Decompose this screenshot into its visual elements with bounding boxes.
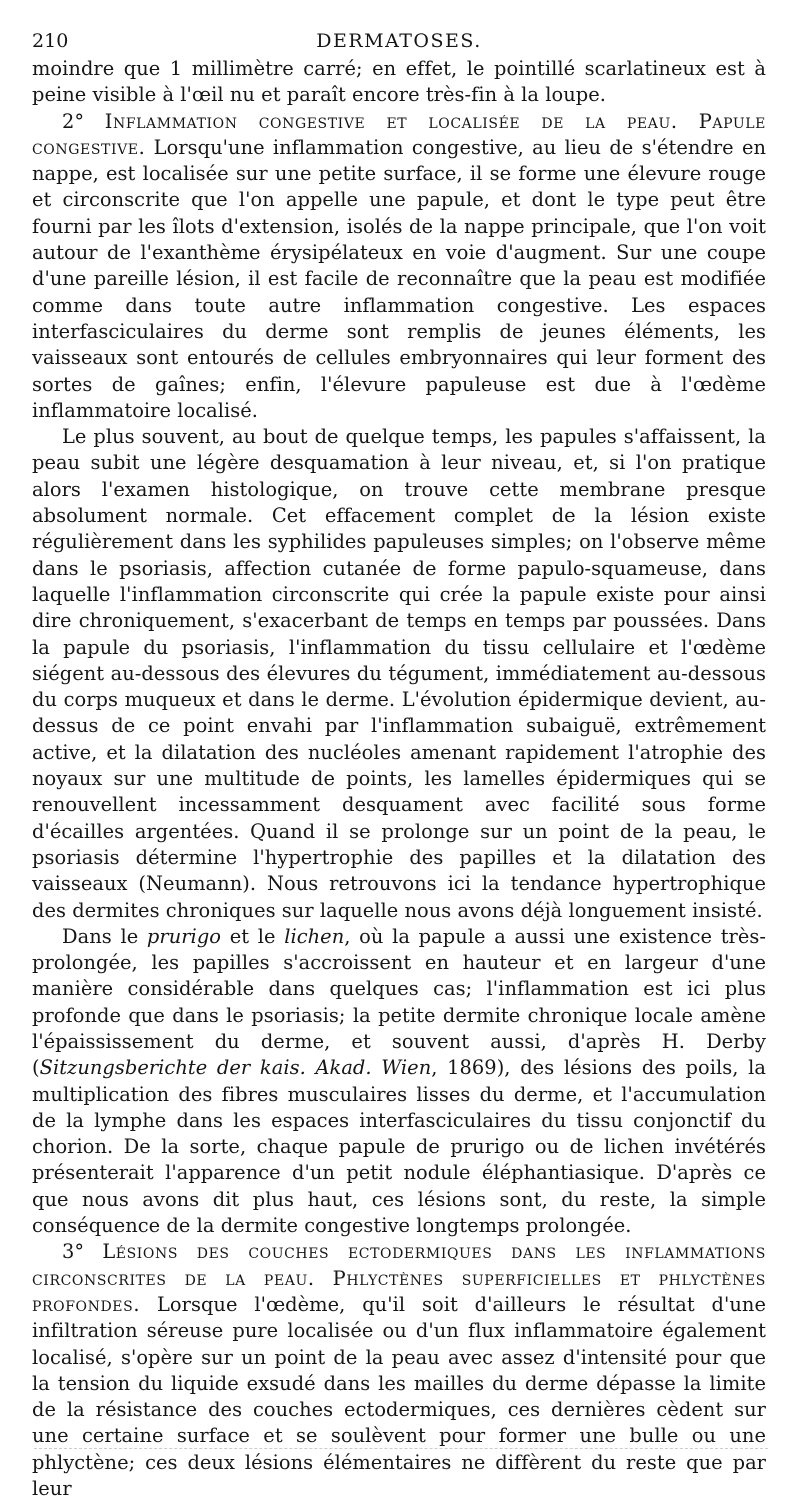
section-heading: Lésions des couches ectodermiques dans les inflammations circonscrites de la peau. Phlyctènes superficielles et phlyctènes profondes.	[32, 1240, 766, 1316]
paragraph-text: moindre que 1 millimètre carré; en effet, le pointillé scarlatineux est à peine visible à l'œil nu et paraît encore très-fin à la loupe.	[32, 57, 766, 107]
bottom-margin-marks	[34, 1448, 768, 1455]
text-run: Dans le	[62, 924, 147, 948]
term-lichen: lichen	[284, 924, 345, 948]
page	[32, 28, 766, 1502]
citation-title: Sitzungsberichte der kais. Akad. Wien	[39, 1056, 432, 1080]
term-prurigo: prurigo	[146, 924, 221, 948]
section-3-paragraph	[32, 1239, 766, 1502]
section-number: 2°	[62, 109, 85, 133]
section-number: 3°	[62, 1240, 85, 1264]
psoriasis-paragraph	[32, 424, 766, 924]
paragraph-text: Lorsque l'œdème, qu'il soit d'ailleurs le résultat d'une infiltration séreuse pure localisée ou d'un flux inflammatoire également localisé, s'opère sur un point de la peau avec assez d'intensité pour que la tension du liquide exsudé dans les mailles du derme dépasse la limite de la résistance des couches ectodermiques, ces dernières cèdent sur une certaine surface et se soulèvent pour former une bulle ou une phlyctène; ces deux lésions élémentaires ne diffèrent du reste que par leur	[32, 1292, 766, 1501]
text-run: , où la papule a aussi une existence très-prolongée, les papilles s'accroissent en hauteur et en largeur d'une manière considérable dans quelques cas; l'inflammation est ici plus profonde que dans le psoriasis; la petite dermite chronique locale amène l'épaississement du derme, et souvent aussi, d'après H. Derby (	[32, 924, 766, 1080]
prurigo-paragraph	[32, 924, 766, 1240]
paragraph-continuation	[32, 56, 766, 109]
paragraph-text: Lorsqu'une inflammation congestive, au lieu de s'étendre en nappe, est localisée sur une petite surface, il se forme une élevure rouge et circonscrite que l'on appelle une papule, et dont le type peut être fourni par les îlots d'extension, isolés de la nappe principale, que l'on voit autour de l'exanthème érysipélateux en voie d'augment. Sur une coupe d'une pareille lésion, il est facile de reconnaître que la peau est modifiée comme dans toute autre inflammation congestive. Les espaces interfasciculaires du derme sont remplis de jeunes éléments, les vaisseaux sont entourés de cellules embryonnaires qui leur forment des sortes de gaînes; enfin, l'élevure papuleuse est due à l'œdème inflammatoire localisé.	[32, 135, 767, 422]
page-number: 210	[32, 30, 69, 52]
text-run: , 1869), des lésions des poils, la multiplication des fibres musculaires lisses du derme, et l'accumulation de la lymphe dans les espaces interfasciculaires du tissu conjonctif du chorion. De la sorte, chaque papule de prurigo ou de lichen invétérés présenterait l'apparence d'un petit nodule éléphantiasique. D'après ce que nous avons dit plus haut, ces lésions sont, du reste, la simple conséquence de la dermite congestive longtemps prolongée.	[32, 1056, 766, 1238]
page-header	[32, 28, 766, 56]
running-title: DERMATOSES.	[316, 30, 482, 52]
paragraph-text: Le plus souvent, au bout de quelque temps, les papules s'affaissent, la peau subit une légère desquamation à leur niveau, et, si l'on pratique alors l'examen histologique, on trouve cette membrane presque absolument normale. Cet effacement complet de la lésion existe régulièrement dans les syphilides papuleuses simples; on l'observe même dans le psoriasis, affection cutanée de forme papulo-squameuse, dans laquelle l'inflammation circonscrite qui crée la papule existe pour ainsi dire chroniquement, s'exacerbant de temps en temps par poussées. Dans la papule du psoriasis, l'inflammation du tissu cellulaire et l'œdème siégent au-dessous des élevures du tégument, immédiatement au-dessous du corps muqueux et dans le derme. L'évolution épidermique devient, au-dessus de ce point envahi par l'inflammation subaiguë, extrêmement active, et la dilatation des nucléoles amenant rapidement l'atrophie des noyaux sur une multitude de points, les lamelles épidermiques qui se renouvellent incessamment desquament avec facilité sous forme d'écailles argentées. Quand il se prolonge sur un point de la peau, le psoriasis détermine l'hypertrophie des papilles et la dilatation des vaisseaux (Neumann). Nous retrouvons ici la tendance hypertrophique des dermites chroniques sur laquelle nous avons déjà longuement insisté.	[32, 425, 766, 922]
text-run: et le	[221, 924, 285, 948]
section-heading: Inflammation congestive et localisée de la peau. Papule congestive.	[32, 109, 766, 159]
section-2-paragraph	[32, 109, 766, 425]
